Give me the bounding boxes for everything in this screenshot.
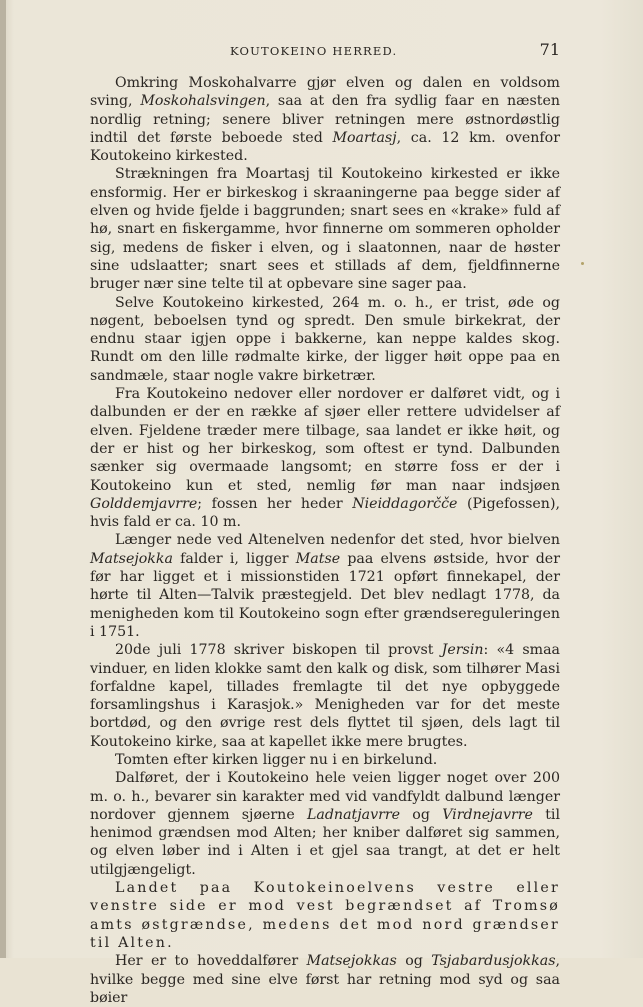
text-run: Her er to hoveddalfører bbox=[115, 953, 307, 970]
paragraph bbox=[90, 769, 560, 879]
text-run: , hvilke begge med sine elve først har retning mod syd og saa bøier bbox=[90, 953, 560, 1006]
text-run: , ca. 12 km. ovenfor Koutokeino kirkested. bbox=[90, 129, 560, 165]
paragraph bbox=[90, 74, 560, 165]
text-run: Længer nede ved Altenelven nedenfor det sted, hvor bielven bbox=[115, 532, 560, 549]
page-header bbox=[90, 40, 560, 62]
text-run: Selve Koutokeino kirkested, 264 m. o. h., er trist, øde og nøgent, beboelsen tynd og spredt. Den smule birkekrat, der endnu staar igjen oppe i bakkerne, kan neppe kaldes skog. Rundt om den lille rødmalte kirke, der ligger høit oppe paa en sandmæle, staar nogle vakre birketrær. bbox=[90, 294, 560, 384]
text-run: Tomten efter kirken ligger nu i en birkelund. bbox=[115, 751, 438, 768]
paragraph bbox=[90, 165, 560, 293]
italic-run: Virdnejavrre bbox=[442, 806, 533, 823]
paragraph bbox=[90, 641, 560, 751]
italic-run: Matsejokka bbox=[90, 550, 173, 567]
text-run: Landet paa Koutokeinoelvens vestre eller venstre side er mod vest begrændset af Tromsø amts østgrændse, medens det mod nord grændser til Alten. bbox=[90, 880, 560, 951]
text-run: (Pigefossen), hvis fald er ca. 10 m. bbox=[90, 495, 560, 531]
text-run: Omkring Moskohalvarre gjør elven og dalen en voldsom sving, bbox=[90, 75, 560, 110]
text-run: ; fossen her heder bbox=[197, 495, 353, 512]
text-run: 20de juli 1778 skriver biskopen til provst bbox=[115, 642, 442, 659]
text-run: Dalføret, der i Koutokeino hele veien ligger noget over 200 m. o. h., bevarer sin karakter med vid vandfyldt dalbund længer nordover gjennem sjøerne bbox=[90, 770, 560, 823]
italic-run: Nieiddagorčče bbox=[352, 495, 458, 512]
running-head: KOUTOKEINO HERRED. bbox=[230, 44, 398, 58]
italic-run: Matse bbox=[295, 550, 341, 567]
paragraph bbox=[90, 952, 560, 1007]
text-run: falder i, ligger bbox=[172, 550, 296, 567]
body-text bbox=[90, 74, 560, 1007]
paragraph bbox=[90, 385, 560, 531]
italic-run: Jersin bbox=[441, 642, 484, 659]
page-number: 71 bbox=[539, 40, 560, 59]
text-run: Fra Koutokeino nedover eller nordover er dalføret vidt, og i dalbunden er der en række af sjøer eller rettere udvidelser af elven. Fjeldene træder mere tilbage, saa landet er ikke høit, og der er hist og her birkeskog, som oftest er tynd. Dalbunden sænker sig overmaade langsomt; en større foss er der i Koutokeino kun et sted, nemlig før man naar indsjøen bbox=[90, 386, 560, 494]
paragraph bbox=[90, 531, 560, 641]
italic-run: Tsjabardusjokkas bbox=[431, 953, 556, 970]
italic-run: Moskohalsvingen bbox=[140, 93, 266, 110]
text-run: paa elvens østside, hvor der før har ligget et i missionstiden 1721 opført finnekapel, der hørte til Alten—Talvik præstegjeld. Det blev nedlagt 1778, da menigheden kom til Koutokeino sogn efter grændsereguleringen i 1751. bbox=[90, 550, 560, 640]
paragraph bbox=[90, 879, 560, 952]
text-run: og bbox=[396, 953, 432, 970]
text-run: og bbox=[400, 806, 443, 823]
italic-run: Moartasj bbox=[332, 129, 397, 146]
text-run: : «4 smaa vinduer, en liden klokke samt den kalk og disk, som tilhører Masi forfaldne kapel, tillades fremlagte til det nye opbyggede forsamlingshus i Karasjok.» Menigheden var for det meste bortdød, og den øvrige rest dels flyttet til sjøen, dels lagt til Koutokeino kirke, saa at kapellet ikke mere brugtes. bbox=[90, 642, 560, 750]
text-run: , saa at den fra sydlig faar en næsten nordlig retning; senere bliver retningen mere østnordøstlig indtil det første beboede sted bbox=[90, 93, 561, 146]
paragraph bbox=[90, 751, 560, 769]
paragraph bbox=[90, 294, 560, 385]
text-run: Strækningen fra Moartasj til Koutokeino kirkested er ikke ensformig. Her er birkeskog i skraaningerne paa begge sider af elven og hvide fjelde i baggrunden; snart sees en «krake» fuld af hø, snart en fiskergamme, hvor finnerne om sommeren opholder sig, medens de fisker i elven, og i slaatonnen, naar de høster sine udslaatter; snart sees et stillads af dem, fjeldfinnerne bruger nær sine telte til at opbevare sine sager paa. bbox=[90, 166, 560, 293]
text-run: til henimod grændsen mod Alten; her kniber dalføret sig sammen, og elven løber ind i Alten i et gjel saa trangt, at det er helt utilgjængeligt. bbox=[90, 806, 560, 878]
italic-run: Matsejokkas bbox=[306, 953, 397, 970]
page-spine-shadow bbox=[0, 0, 6, 958]
margin-mark bbox=[581, 262, 584, 265]
italic-run: Golddemjavrre bbox=[90, 495, 198, 512]
italic-run: Ladnatjavrre bbox=[306, 806, 401, 823]
